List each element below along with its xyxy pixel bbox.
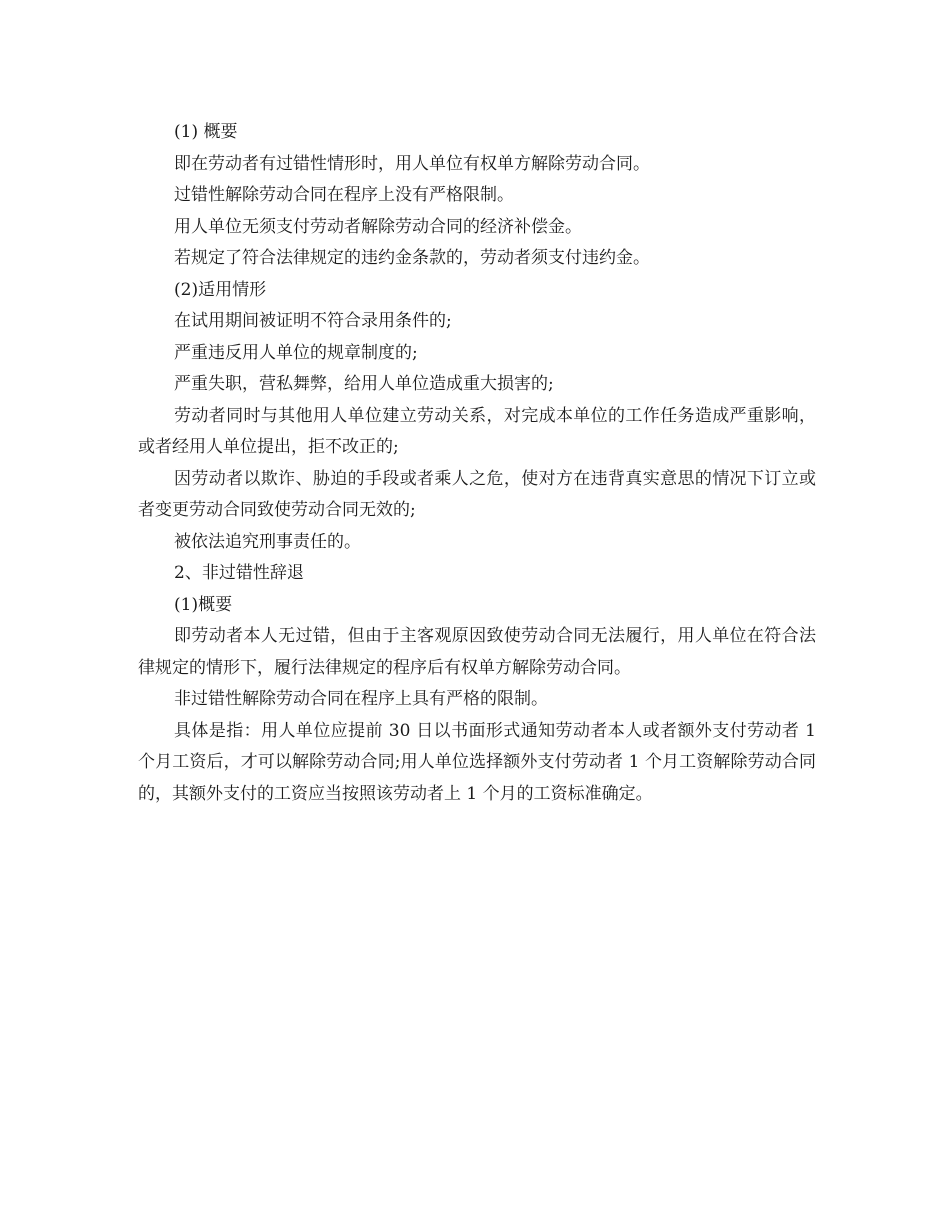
paragraph: 劳动者同时与其他用人单位建立劳动关系，对完成本单位的工作任务造成严重影响，或者经用人单位提出，拒不改正的; xyxy=(138,405,816,457)
paragraph: 若规定了符合法律规定的违约金条款的，劳动者须支付违约金。 xyxy=(174,248,650,268)
paragraph: 在试用期间被证明不符合录用条件的; xyxy=(174,311,452,331)
paragraph: 即劳动者本人无过错，但由于主客观原因致使劳动合同无法履行，用人单位在符合法律规定的情形下，履行法律规定的程序后有权单方解除劳动合同。 xyxy=(138,626,816,678)
paragraph: 非过错性解除劳动合同在程序上具有严格的限制。 xyxy=(174,689,548,709)
paragraph: 严重失职，营私舞弊，给用人单位造成重大损害的; xyxy=(174,374,554,394)
paragraph: 因劳动者以欺诈、胁迫的手段或者乘人之危，使对方在违背真实意思的情况下订立或者变更劳动合同致使劳动合同无效的; xyxy=(138,468,816,520)
paragraph: 用人单位无须支付劳动者解除劳动合同的经济补偿金。 xyxy=(174,216,582,237)
paragraph: (1)概要 xyxy=(174,594,233,615)
paragraph: (1) 概要 xyxy=(174,122,238,142)
paragraph: 过错性解除劳动合同在程序上没有严格限制。 xyxy=(174,185,514,205)
paragraph: 即在劳动者有过错性情形时，用人单位有权单方解除劳动合同。 xyxy=(174,153,650,174)
paragraph: 2、非过错性辞退 xyxy=(174,563,304,583)
paragraph: 具体是指：用人单位应提前 30 日以书面形式通知劳动者本人或者额外支付劳动者 1 个月工资后，才可以解除劳动合同;用人单位选择额外支付劳动者 1 个月工资解除劳动合同的，其额外支付的工资应当按照该劳动者上 1 个月的工资标准确定。 xyxy=(138,720,816,804)
paragraph: 严重违反用人单位的规章制度的; xyxy=(174,342,418,363)
document-body xyxy=(138,117,816,810)
paragraph: (2)适用情形 xyxy=(174,279,267,300)
paragraph: 被依法追究刑事责任的。 xyxy=(174,531,361,552)
